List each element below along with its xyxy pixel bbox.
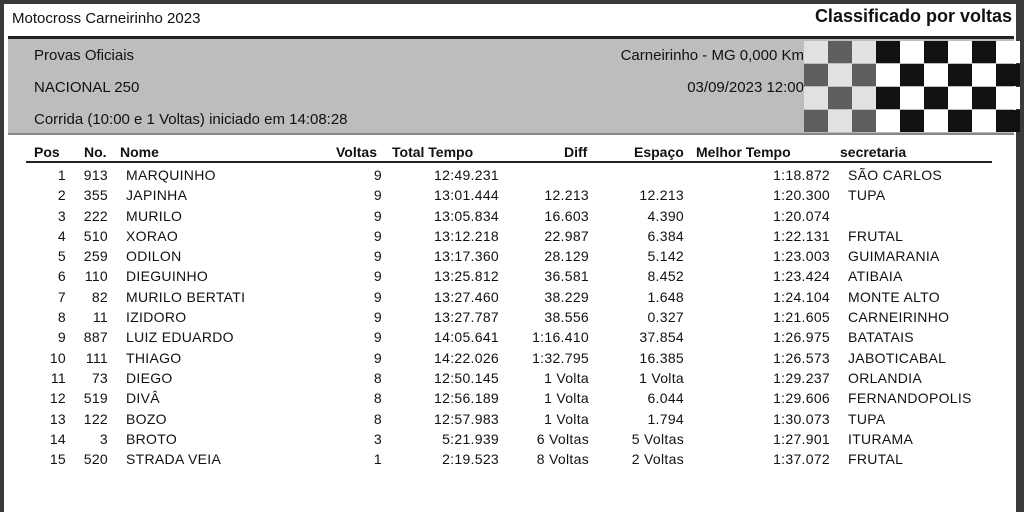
cell-no: 82 — [91, 288, 108, 305]
cell-no: 3 — [99, 430, 108, 447]
cell-melhor: 1:22.131 — [773, 227, 830, 244]
cell-diff: 38.556 — [544, 309, 589, 326]
race-banner — [8, 36, 1014, 135]
cell-espaco: 0.327 — [647, 309, 684, 326]
cell-melhor: 1:29.606 — [773, 390, 830, 407]
cell-total: 12:49.231 — [434, 167, 499, 183]
cell-pos: 4 — [57, 227, 66, 244]
table-row — [4, 246, 1016, 266]
cell-total: 13:27.460 — [434, 288, 499, 305]
cell-pos: 7 — [57, 288, 66, 305]
cell-nome: XORAO — [126, 227, 179, 244]
cell-nome: IZIDORO — [126, 309, 187, 326]
cell-nome: BROTO — [126, 430, 178, 447]
cell-secretaria: FRUTAL — [848, 227, 904, 244]
cell-total: 12:57.983 — [434, 410, 499, 427]
event-title: Motocross Carneirinho 2023 — [12, 10, 201, 27]
col-diff: Diff — [564, 144, 588, 160]
cell-voltas: 9 — [373, 248, 382, 265]
cell-pos: 10 — [49, 349, 66, 366]
cell-melhor: 1:27.901 — [773, 430, 830, 447]
cell-total: 13:12.218 — [434, 227, 499, 244]
cell-nome: DIEGO — [126, 369, 173, 386]
cell-espaco: 37.854 — [639, 329, 684, 346]
banner-datetime: 03/09/2023 12:00 — [687, 79, 804, 96]
cell-nome: THIAGO — [126, 349, 182, 366]
cell-no: 519 — [83, 390, 108, 407]
cell-pos: 1 — [57, 167, 66, 183]
cell-total: 13:17.360 — [434, 248, 499, 265]
table-row — [4, 185, 1016, 205]
cell-diff: 22.987 — [544, 227, 589, 244]
cell-pos: 9 — [57, 329, 66, 346]
cell-secretaria: ATIBAIA — [848, 268, 903, 285]
header-divider — [26, 161, 992, 163]
cell-espaco: 5.142 — [647, 248, 684, 265]
cell-nome: DIVÂ — [126, 390, 160, 407]
cell-diff: 1 Volta — [544, 390, 589, 407]
cell-voltas: 9 — [373, 288, 382, 305]
cell-pos: 3 — [57, 207, 66, 224]
table-row — [4, 226, 1016, 246]
cell-total: 14:22.026 — [434, 349, 499, 366]
cell-espaco: 1.794 — [647, 410, 684, 427]
cell-secretaria: SÃO CARLOS — [848, 167, 943, 183]
cell-pos: 15 — [49, 451, 66, 468]
cell-espaco: 6.044 — [647, 390, 684, 407]
cell-melhor: 1:20.300 — [773, 187, 830, 204]
cell-voltas: 3 — [373, 430, 382, 447]
cell-voltas: 9 — [373, 309, 382, 326]
cell-diff: 28.129 — [544, 248, 589, 265]
cell-no: 122 — [83, 410, 108, 427]
cell-diff: 1 Volta — [544, 410, 589, 427]
cell-no: 111 — [85, 349, 108, 366]
cell-voltas: 8 — [373, 390, 382, 407]
cell-secretaria: MONTE ALTO — [848, 288, 940, 305]
cell-secretaria: CARNEIRINHO — [848, 309, 950, 326]
col-secretaria: secretaria — [840, 144, 907, 160]
cell-secretaria: FRUTAL — [848, 451, 904, 468]
cell-secretaria: BATATAIS — [848, 329, 914, 346]
results-sheet — [4, 4, 1016, 512]
cell-total: 13:25.812 — [434, 268, 499, 285]
cell-voltas: 8 — [373, 369, 382, 386]
cell-nome: ODILON — [126, 248, 182, 265]
cell-espaco: 1.648 — [647, 288, 684, 305]
cell-total: 13:27.787 — [434, 309, 499, 326]
cell-diff: 1:32.795 — [532, 349, 589, 366]
cell-secretaria: TUPA — [848, 187, 886, 204]
cell-voltas: 9 — [373, 329, 382, 346]
cell-total: 12:50.145 — [434, 369, 499, 386]
cell-nome: MURILO — [126, 207, 183, 224]
cell-nome: DIEGUINHO — [126, 268, 209, 285]
cell-no: 510 — [83, 227, 108, 244]
cell-melhor: 1:20.074 — [773, 207, 830, 224]
cell-diff: 6 Voltas — [536, 430, 589, 447]
cell-no: 913 — [83, 167, 108, 183]
cell-diff: 12.213 — [544, 187, 589, 204]
cell-melhor: 1:26.573 — [773, 349, 830, 366]
cell-no: 259 — [83, 248, 108, 265]
cell-total: 12:56.189 — [434, 390, 499, 407]
cell-secretaria: TUPA — [848, 410, 886, 427]
cell-secretaria: ITURAMA — [848, 430, 914, 447]
cell-pos: 6 — [57, 268, 66, 285]
banner-category: Provas Oficiais — [34, 47, 135, 64]
cell-espaco: 16.385 — [639, 349, 684, 366]
cell-secretaria: JABOTICABAL — [848, 349, 947, 366]
cell-melhor: 1:26.975 — [773, 329, 830, 346]
cell-espaco: 12.213 — [639, 187, 684, 204]
col-pos: Pos — [34, 144, 60, 160]
cell-voltas: 9 — [373, 268, 382, 285]
cell-melhor: 1:29.237 — [773, 369, 830, 386]
cell-diff: 16.603 — [544, 207, 589, 224]
col-no: No. — [84, 144, 107, 160]
cell-total: 5:21.939 — [442, 430, 499, 447]
banner-race-info: Corrida (10:00 e 1 Voltas) iniciado em 14:08:28 — [34, 111, 348, 128]
cell-espaco: 6.384 — [647, 227, 684, 244]
cell-no: 222 — [83, 207, 108, 224]
cell-pos: 5 — [57, 248, 66, 265]
cell-total: 13:01.444 — [434, 187, 499, 204]
cell-total: 13:05.834 — [434, 207, 499, 224]
cell-melhor: 1:23.424 — [773, 268, 830, 285]
cell-nome: MURILO BERTATI — [126, 288, 246, 305]
col-melhor: Melhor Tempo — [696, 144, 791, 160]
cell-melhor: 1:30.073 — [773, 410, 830, 427]
cell-diff: 1:16.410 — [532, 329, 589, 346]
table-row — [4, 307, 1016, 327]
table-row — [4, 348, 1016, 368]
table-row — [4, 287, 1016, 307]
col-voltas: Voltas — [336, 144, 377, 160]
cell-no: 11 — [92, 309, 108, 326]
table-row — [4, 388, 1016, 408]
cell-voltas: 9 — [373, 207, 382, 224]
cell-espaco: 5 Voltas — [631, 430, 684, 447]
table-row — [4, 368, 1016, 388]
cell-melhor: 1:24.104 — [773, 288, 830, 305]
col-espaco: Espaço — [634, 144, 684, 160]
cell-no: 887 — [83, 329, 108, 346]
banner-class: NACIONAL 250 — [34, 79, 140, 96]
cell-pos: 13 — [49, 410, 66, 427]
cell-no: 355 — [83, 187, 108, 204]
cell-pos: 12 — [49, 390, 66, 407]
cell-secretaria: FERNANDOPOLIS — [848, 390, 972, 407]
col-total: Total Tempo — [392, 144, 474, 160]
cell-no: 110 — [84, 268, 108, 285]
cell-no: 73 — [91, 369, 108, 386]
table-row — [4, 409, 1016, 429]
cell-nome: MARQUINHO — [126, 167, 216, 183]
cell-diff: 1 Volta — [544, 369, 589, 386]
cell-espaco: 4.390 — [647, 207, 684, 224]
table-row — [4, 206, 1016, 226]
cell-voltas: 9 — [373, 187, 382, 204]
col-nome: Nome — [120, 144, 159, 160]
cell-secretaria: GUIMARANIA — [848, 248, 940, 265]
banner-location: Carneirinho - MG 0,000 Km — [620, 47, 804, 64]
cell-pos: 8 — [57, 309, 66, 326]
cell-diff: 36.581 — [544, 268, 589, 285]
table-row — [4, 429, 1016, 449]
cell-diff: 8 Voltas — [536, 451, 589, 468]
cell-voltas: 8 — [373, 410, 382, 427]
cell-nome: LUIZ EDUARDO — [126, 329, 234, 346]
results-table — [4, 165, 1016, 469]
table-row — [4, 327, 1016, 347]
table-row — [4, 266, 1016, 286]
cell-melhor: 1:37.072 — [773, 451, 830, 468]
cell-pos: 11 — [50, 369, 66, 386]
cell-nome: JAPINHA — [126, 187, 188, 204]
cell-voltas: 9 — [373, 227, 382, 244]
checkered-flag-icon — [804, 39, 1014, 133]
cell-pos: 14 — [49, 430, 66, 447]
cell-voltas: 1 — [373, 451, 382, 468]
cell-melhor: 1:23.003 — [773, 248, 830, 265]
cell-nome: BOZO — [126, 410, 167, 427]
cell-nome: STRADA VEIA — [126, 451, 222, 468]
cell-voltas: 9 — [373, 349, 382, 366]
table-row — [4, 449, 1016, 469]
cell-pos: 2 — [57, 187, 66, 204]
cell-espaco: 1 Volta — [639, 369, 684, 386]
table-row — [4, 165, 1016, 185]
cell-melhor: 1:18.872 — [773, 167, 830, 183]
cell-espaco: 2 Voltas — [631, 451, 684, 468]
cell-total: 2:19.523 — [442, 451, 499, 468]
cell-total: 14:05.641 — [434, 329, 499, 346]
cell-secretaria: ORLANDIA — [848, 369, 922, 386]
cell-espaco: 8.452 — [647, 268, 684, 285]
classification-title: Classificado por voltas — [814, 6, 1012, 26]
cell-diff: 38.229 — [544, 288, 589, 305]
cell-no: 520 — [83, 451, 108, 468]
cell-voltas: 9 — [373, 167, 382, 183]
cell-melhor: 1:21.605 — [773, 309, 830, 326]
